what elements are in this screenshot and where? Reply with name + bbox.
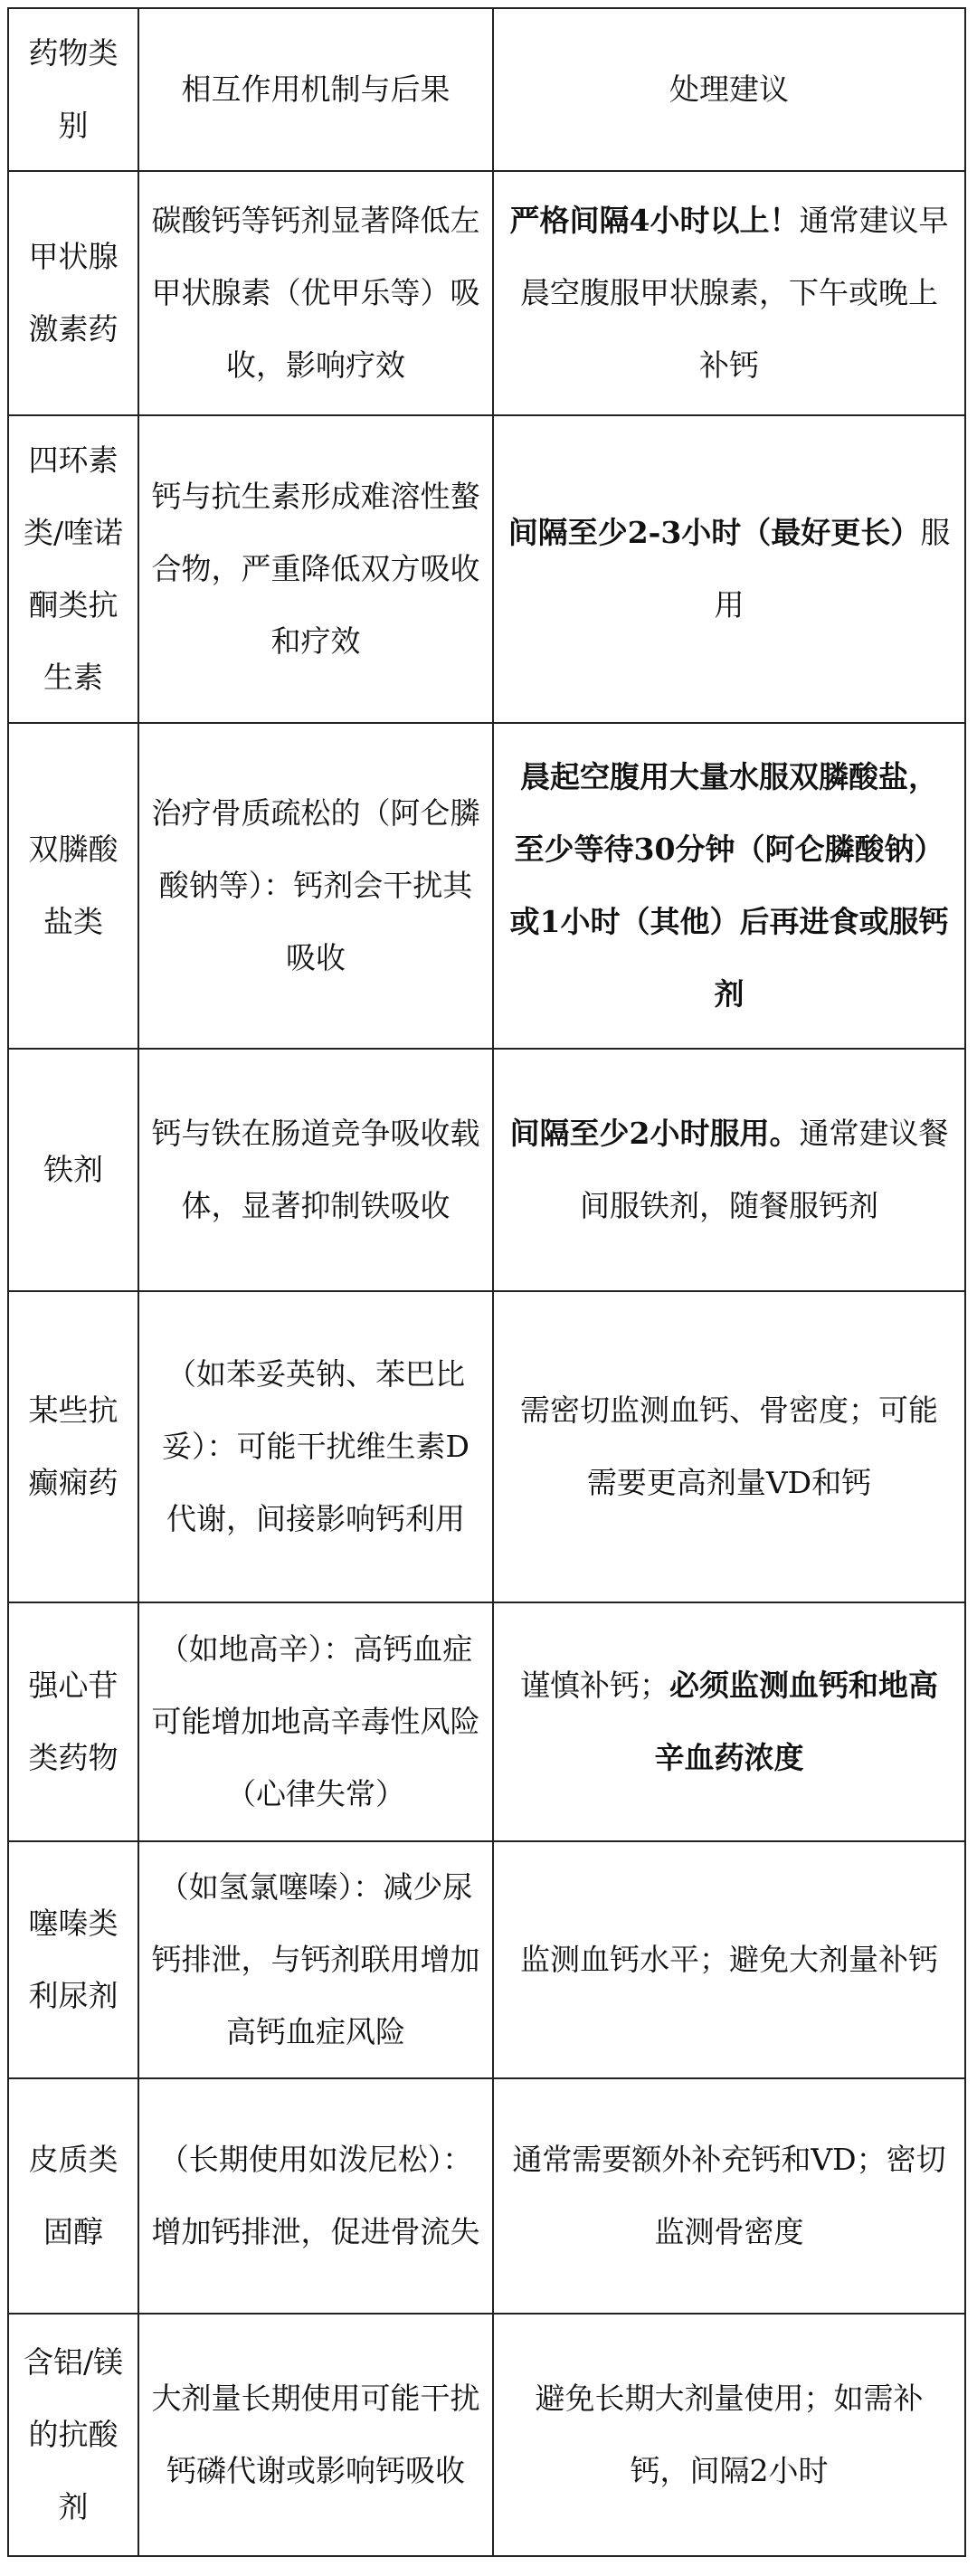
advice-cell: [493, 1841, 965, 2078]
mechanism-cell: （如地高辛）：高钙血症可能增加地高辛毒性风险（心律失常）: [138, 1602, 493, 1841]
mechanism-cell: 碳酸钙等钙剂显著降低左甲状腺素（优甲乐等）吸收，影响疗效: [138, 171, 493, 415]
advice-text: 通常建议餐间服铁剂，随餐服钙剂: [580, 1116, 949, 1223]
drug-class-cell: 噻嗪类利尿剂: [8, 1841, 138, 2078]
table-row: [8, 2314, 965, 2556]
mechanism-cell: （长期使用如泼尼松）：增加钙排泄，促进骨流失: [138, 2078, 493, 2314]
advice-emphasis: 间隔至少2小时服用。: [509, 1116, 800, 1151]
advice-cell: [493, 171, 965, 415]
header-drug-class: 药物类别: [8, 8, 138, 171]
drug-class-cell: 甲状腺激素药: [8, 171, 138, 415]
table-header-row: [8, 8, 965, 171]
drug-class-cell: 含铝/镁的抗酸剂: [8, 2314, 138, 2556]
table-row: [8, 1602, 965, 1841]
advice-cell: [493, 1291, 965, 1602]
advice-cell: [493, 2078, 965, 2314]
table-row: [8, 171, 965, 415]
advice-text: 需密切监测血钙、骨密度；可能需要更高剂量VD和钙: [520, 1393, 938, 1500]
mechanism-cell: 钙与铁在肠道竞争吸收载体，显著抑制铁吸收: [138, 1049, 493, 1291]
mechanism-cell: 大剂量长期使用可能干扰钙磷代谢或影响钙吸收: [138, 2314, 493, 2556]
table-row: [8, 1841, 965, 2078]
table-row: [8, 1291, 965, 1602]
drug-class-cell: 皮质类固醇: [8, 2078, 138, 2314]
header-mechanism: 相互作用机制与后果: [138, 8, 493, 171]
table-row: [8, 723, 965, 1049]
drug-interaction-table-wrapper: [7, 7, 966, 2557]
header-advice: 处理建议: [493, 8, 965, 171]
table-row: [8, 2078, 965, 2314]
drug-interaction-table: [7, 7, 966, 2557]
advice-cell: [493, 723, 965, 1049]
mechanism-cell: 钙与抗生素形成难溶性螯合物，严重降低双方吸收和疗效: [138, 415, 493, 723]
drug-class-cell: 双膦酸盐类: [8, 723, 138, 1049]
advice-emphasis: 必须监测血钙和地高辛血药浓度: [654, 1668, 938, 1775]
advice-text: 通常需要额外补充钙和VD；密切监测骨密度: [512, 2142, 946, 2249]
advice-cell: [493, 1049, 965, 1291]
advice-emphasis: 间隔至少2-3小时（最好更长）: [507, 515, 921, 550]
mechanism-cell: （如氢氯噻嗪）：减少尿钙排泄，与钙剂联用增加高钙血症风险: [138, 1841, 493, 2078]
advice-text: 谨慎补钙；: [520, 1668, 669, 1703]
mechanism-cell: 治疗骨质疏松的（阿仑膦酸钠等）：钙剂会干扰其吸收: [138, 723, 493, 1049]
drug-class-cell: 某些抗癫痫药: [8, 1291, 138, 1602]
advice-emphasis: 严格间隔4小时以上！: [509, 203, 800, 238]
drug-class-cell: 强心苷类药物: [8, 1602, 138, 1841]
advice-text: 通常建议早晨空腹服甲状腺素，下午或晚上补钙: [520, 203, 949, 383]
advice-text: 服用: [714, 515, 951, 623]
drug-class-cell: 铁剂: [8, 1049, 138, 1291]
advice-cell: [493, 1602, 965, 1841]
table-row: [8, 1049, 965, 1291]
advice-cell: [493, 2314, 965, 2556]
drug-class-cell: 四环素类/喹诺酮类抗生素: [8, 415, 138, 723]
advice-cell: [493, 415, 965, 723]
advice-text: 监测血钙水平；避免大剂量补钙: [520, 1942, 938, 1977]
advice-emphasis: 晨起空腹用大量水服双膦酸盐，至少等待30分钟（阿仑膦酸钠）或1小时（其他）后再进食或服钙剂: [509, 759, 949, 1012]
table-row: [8, 415, 965, 723]
advice-text: 避免长期大剂量使用；如需补钙，间隔2小时: [535, 2381, 924, 2488]
mechanism-cell: （如苯妥英钠、苯巴比妥）：可能干扰维生素D代谢，间接影响钙利用: [138, 1291, 493, 1602]
